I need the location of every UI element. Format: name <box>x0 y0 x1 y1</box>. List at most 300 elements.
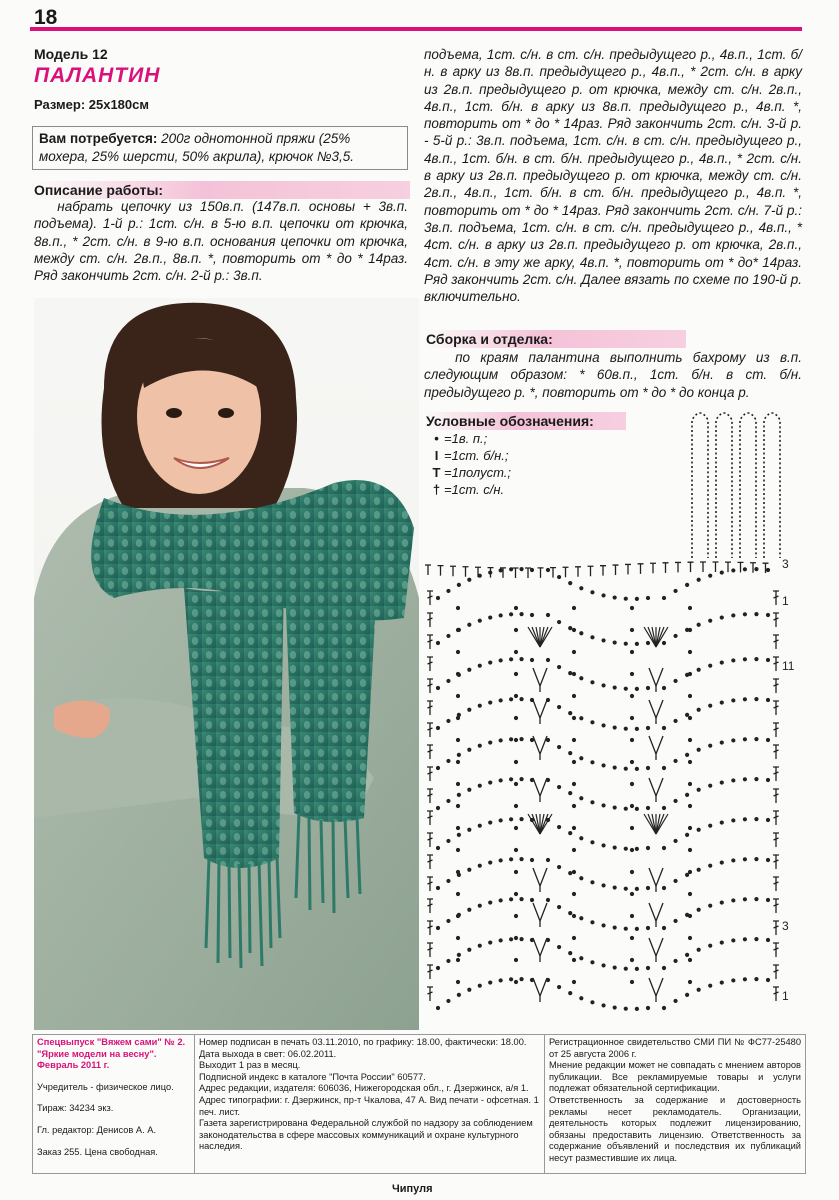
chain-dot <box>697 623 701 627</box>
chain-dot <box>630 848 634 852</box>
circulation: Тираж: 34234 экз. <box>37 1103 114 1114</box>
chain-dot <box>613 595 617 599</box>
chain-dot <box>708 574 712 578</box>
chain-dot <box>514 606 518 610</box>
chain-dot <box>457 793 461 797</box>
chain-dot <box>467 668 471 672</box>
chain-dot <box>630 826 634 830</box>
half-double-mark <box>438 566 444 576</box>
chain-dot <box>662 686 666 690</box>
chain-dot <box>630 672 634 676</box>
chain-dot <box>635 887 639 891</box>
chain-dot <box>457 873 461 877</box>
chain-dot <box>731 613 735 617</box>
row-label-bottom-1: 1 <box>782 989 789 1003</box>
chain-dot <box>509 697 513 701</box>
v-stitch-mark <box>649 978 663 996</box>
chain-dot <box>446 679 450 683</box>
assembly-heading: Сборка и отделка: <box>424 330 686 348</box>
chain-dot <box>754 817 758 821</box>
chain-dot <box>509 937 513 941</box>
chain-dot <box>514 782 518 786</box>
chain-dot <box>509 817 513 821</box>
chain-dot <box>613 640 617 644</box>
double-crochet-mark <box>773 965 779 979</box>
chain-dot <box>446 634 450 638</box>
footer-column-1 <box>33 1035 195 1173</box>
chain-dot <box>519 777 523 781</box>
chain-dot <box>731 778 735 782</box>
chain-dot <box>662 846 666 850</box>
chain-dot <box>579 956 583 960</box>
chain-dot <box>546 818 550 822</box>
double-crochet-mark <box>427 657 433 671</box>
chain-dot <box>456 606 460 610</box>
chain-dot <box>519 977 523 981</box>
v-stitch-mark <box>533 700 547 718</box>
chain-dot <box>509 977 513 981</box>
chain-dot <box>579 916 583 920</box>
chain-dot <box>436 846 440 850</box>
double-crochet-mark <box>773 877 779 891</box>
chain-dot <box>572 760 576 764</box>
chain-dot <box>467 748 471 752</box>
chain-dot <box>662 1006 666 1010</box>
chain-dot <box>646 686 650 690</box>
chain-dot <box>572 870 576 874</box>
chain-dot <box>590 720 594 724</box>
chain-dot <box>499 738 503 742</box>
chain-dot <box>514 694 518 698</box>
half-double-mark <box>700 562 706 572</box>
chain-dot <box>568 581 572 585</box>
chain-dot <box>685 793 689 797</box>
chain-dot <box>568 711 572 715</box>
double-crochet-mark <box>773 591 779 605</box>
v-stitch-mark <box>649 868 663 886</box>
double-crochet-mark <box>773 987 779 1001</box>
chain-dot <box>456 892 460 896</box>
chain-dot <box>646 726 650 730</box>
chain-dot <box>514 936 518 940</box>
chain-dot <box>688 826 692 830</box>
chain-dot <box>601 963 605 967</box>
legend-label: =1ст. б/н.; <box>444 448 509 463</box>
top-rule <box>30 27 802 31</box>
row-label-top-3: 3 <box>782 557 789 571</box>
chain-dot <box>624 642 628 646</box>
chain-dot <box>514 892 518 896</box>
chain-dot <box>731 858 735 862</box>
chain-dot <box>519 937 523 941</box>
double-crochet-mark <box>427 767 433 781</box>
chain-dot <box>572 738 576 742</box>
chain-dot <box>488 615 492 619</box>
chain-dot <box>720 900 724 904</box>
chain-dot <box>624 807 628 811</box>
chain-dot <box>499 568 503 572</box>
double-crochet-mark <box>427 987 433 1001</box>
chain-dot <box>530 738 534 742</box>
chain-dot <box>499 978 503 982</box>
chain-dot <box>557 705 561 709</box>
chain-dot <box>557 945 561 949</box>
chain-dot <box>624 687 628 691</box>
chain-dot <box>514 848 518 852</box>
chain-dot <box>646 641 650 645</box>
chain-dot <box>568 671 572 675</box>
chain-dot <box>630 628 634 632</box>
chain-dot <box>630 782 634 786</box>
chain-dot <box>630 606 634 610</box>
chain-dot <box>557 785 561 789</box>
chain-dot <box>557 825 561 829</box>
chain-dot <box>530 698 534 702</box>
chart-body <box>425 562 779 1011</box>
chain-dot <box>530 778 534 782</box>
chain-dot <box>519 697 523 701</box>
chain-dot <box>673 919 677 923</box>
chain-dot <box>685 873 689 877</box>
crochet-chart <box>420 408 805 1030</box>
half-double-mark <box>713 562 719 572</box>
chain-dot <box>488 740 492 744</box>
chain-dot <box>662 806 666 810</box>
chain-dot <box>568 871 572 875</box>
chain-dot <box>514 672 518 676</box>
chain-dot <box>446 959 450 963</box>
chain-dot <box>488 780 492 784</box>
chain-dot <box>519 857 523 861</box>
chain-dot <box>708 619 712 623</box>
legend-label: =1в. п.; <box>444 431 488 446</box>
chain-dot <box>688 936 692 940</box>
double-crochet-mark <box>427 899 433 913</box>
double-crochet-mark <box>773 635 779 649</box>
chain-dot <box>635 807 639 811</box>
double-crochet-mark <box>427 877 433 891</box>
chain-dot <box>601 638 605 642</box>
chain-dot <box>530 658 534 662</box>
chain-dot <box>456 958 460 962</box>
chain-dot <box>557 665 561 669</box>
chain-dot <box>572 716 576 720</box>
chain-dot <box>708 944 712 948</box>
chain-dot <box>568 831 572 835</box>
chain-dot <box>446 719 450 723</box>
half-double-mark <box>463 567 469 577</box>
chain-dot <box>436 886 440 890</box>
chain-dot <box>478 904 482 908</box>
chain-dot <box>456 650 460 654</box>
chain-dot <box>673 799 677 803</box>
chain-dot <box>509 657 513 661</box>
chain-dot <box>646 926 650 930</box>
chain-dot <box>514 958 518 962</box>
chain-dot <box>743 737 747 741</box>
chain-dot <box>590 960 594 964</box>
chain-dot <box>572 782 576 786</box>
chain-dot <box>446 589 450 593</box>
chain-dot <box>688 958 692 962</box>
v-stitch-mark <box>649 778 663 796</box>
chain-dot <box>708 744 712 748</box>
v-stitch-mark <box>533 868 547 886</box>
chain-dot <box>754 937 758 941</box>
chain-dot <box>662 641 666 645</box>
chain-dot <box>478 619 482 623</box>
chain-dot <box>579 796 583 800</box>
chain-dot <box>720 660 724 664</box>
half-double-mark <box>575 567 581 577</box>
chain-dot <box>456 760 460 764</box>
chain-dot <box>624 1007 628 1011</box>
chain-dot <box>646 766 650 770</box>
chain-dot <box>572 628 576 632</box>
chain-dot <box>488 860 492 864</box>
chain-dot <box>646 1006 650 1010</box>
row-label-bottom-3: 3 <box>782 919 789 933</box>
chain-dot <box>467 988 471 992</box>
chain-dot <box>720 780 724 784</box>
chain-dot <box>572 826 576 830</box>
chain-dot <box>514 826 518 830</box>
chain-dot <box>446 999 450 1003</box>
chain-dot <box>509 857 513 861</box>
chain-dot <box>754 897 758 901</box>
chain-dot <box>499 858 503 862</box>
chain-dot <box>731 818 735 822</box>
chain-dot <box>572 980 576 984</box>
chain-dot <box>720 820 724 824</box>
chain-dot <box>624 887 628 891</box>
frequency: Выходит 1 раз в месяц. <box>199 1060 301 1071</box>
chain-dot <box>601 923 605 927</box>
chain-dot <box>519 817 523 821</box>
double-crochet-mark <box>773 943 779 957</box>
chain-dot <box>509 737 513 741</box>
double-crochet-mark <box>427 789 433 803</box>
chain-dot <box>630 914 634 918</box>
chain-dot <box>499 898 503 902</box>
chain-dot <box>572 672 576 676</box>
half-double-mark <box>450 566 456 576</box>
half-double-mark <box>638 564 644 574</box>
chain-dot <box>688 980 692 984</box>
chain-dot <box>467 788 471 792</box>
chain-dot <box>613 845 617 849</box>
chain-dot <box>546 738 550 742</box>
chain-dot <box>697 948 701 952</box>
chain-dot <box>635 597 639 601</box>
double-crochet-mark <box>427 613 433 627</box>
chain-dot <box>630 892 634 896</box>
chain-dot <box>720 860 724 864</box>
half-double-mark <box>613 565 619 575</box>
chain-dot <box>743 977 747 981</box>
chain-dot <box>708 784 712 788</box>
chain-dot <box>467 623 471 627</box>
chain-dot <box>519 612 523 616</box>
chain-dot <box>708 864 712 868</box>
description-text-left <box>34 198 408 284</box>
chain-dot <box>488 940 492 944</box>
chain-dot <box>720 980 724 984</box>
chain-dot <box>514 716 518 720</box>
chain-dot <box>635 967 639 971</box>
chain-dot <box>731 568 735 572</box>
double-crochet-mark <box>773 789 779 803</box>
chain-dot <box>613 885 617 889</box>
chain-dot <box>635 767 639 771</box>
chain-dot <box>766 858 770 862</box>
chain-dot <box>624 727 628 731</box>
double-crochet-mark <box>427 811 433 825</box>
chain-dot <box>436 641 440 645</box>
chain-dot <box>457 753 461 757</box>
chain-dot <box>457 913 461 917</box>
chain-dot <box>546 858 550 862</box>
chain-dot <box>635 727 639 731</box>
ad-responsibility: Ответственность за содержание и достоверность рекламы несет рекламодатель. Организации, деятельность которых подлежит лицензированию, обязаны предоставить лицензию. Ответственность за содержание объявлений и последствия их публикаций несут разместившие их лица. <box>549 1094 801 1163</box>
legend-heading: Условные обозначения: <box>424 412 626 430</box>
chain-dot <box>478 984 482 988</box>
chain-dot <box>546 978 550 982</box>
chain-dot <box>685 673 689 677</box>
chain-dot <box>579 876 583 880</box>
chain-dot <box>530 818 534 822</box>
v-stitch-mark <box>649 938 663 956</box>
chain-dot <box>499 658 503 662</box>
chain-dot <box>546 613 550 617</box>
chain-dot <box>514 804 518 808</box>
double-crochet-mark <box>773 811 779 825</box>
chain-dot <box>568 911 572 915</box>
chain-dot <box>708 664 712 668</box>
half-double-mark <box>563 567 569 577</box>
chain-dot <box>685 953 689 957</box>
chain-dot <box>673 839 677 843</box>
chain-dot <box>685 628 689 632</box>
chain-dot <box>514 738 518 742</box>
chain-dot <box>446 799 450 803</box>
chain-dot <box>579 836 583 840</box>
double-crochet-mark <box>427 965 433 979</box>
double-crochet-mark <box>773 701 779 715</box>
chain-dot <box>590 1000 594 1004</box>
issue-title: Спецвыпуск "Вяжем сами" № 2. "Яркие модели на весну". Февраль 2011 г. <box>37 1037 186 1071</box>
chain-dot <box>514 870 518 874</box>
materials-text: 200г однотонной пряжи (25% мохера, 25% шерсти, 50% акрила), крючок №3,5. <box>39 131 355 164</box>
chain-dot <box>624 967 628 971</box>
row-label-top-1: 1 <box>782 594 789 608</box>
chain-dot <box>467 828 471 832</box>
chain-dot <box>590 635 594 639</box>
chain-dot <box>720 615 724 619</box>
chain-dot <box>743 897 747 901</box>
chain-dot <box>635 642 639 646</box>
page-title: ПАЛАНТИН <box>34 64 161 87</box>
v-stitch-mark <box>649 700 663 718</box>
chain-dot <box>557 620 561 624</box>
chain-dot <box>579 756 583 760</box>
legend-label: =1полуст.; <box>444 465 512 480</box>
chain-dot <box>613 765 617 769</box>
chain-dot <box>579 631 583 635</box>
chain-dot <box>436 766 440 770</box>
addresses: Адрес редакции, издателя: 606036, Нижегородская обл., г. Дзержинск, а/я 1. Адрес типографии: г. Дзержинск, пр-т Чкалова, 47 А. Вид печати - офсетная. 1 печ. лист. <box>199 1083 539 1117</box>
chain-dot <box>546 938 550 942</box>
chain-dot <box>456 848 460 852</box>
model-label: Модель 12 <box>34 46 108 62</box>
chain-dot <box>673 634 677 638</box>
chain-dot <box>754 857 758 861</box>
materials-box <box>32 126 408 170</box>
chain-dot <box>436 1006 440 1010</box>
chain-dot <box>546 568 550 572</box>
chain-dot <box>613 805 617 809</box>
chain-dot <box>731 898 735 902</box>
chain-dot <box>766 658 770 662</box>
chain-dot <box>630 716 634 720</box>
chain-dot <box>754 777 758 781</box>
chain-dot <box>766 568 770 572</box>
v-stitch-mark <box>533 736 547 754</box>
chain-dot <box>499 698 503 702</box>
chain-dot <box>630 958 634 962</box>
chain-dot <box>688 848 692 852</box>
chain-dot <box>708 704 712 708</box>
chain-dot <box>685 913 689 917</box>
chain-dot <box>436 966 440 970</box>
editor: Гл. редактор: Денисов А. А. <box>37 1124 157 1135</box>
chain-dot <box>662 596 666 600</box>
chain-dot <box>590 840 594 844</box>
chain-dot <box>754 737 758 741</box>
chain-dot <box>436 686 440 690</box>
chain-dot <box>646 806 650 810</box>
chain-dot <box>446 759 450 763</box>
chain-dot <box>697 908 701 912</box>
half-double-symbol-icon: T <box>432 465 441 480</box>
chain-dot <box>766 898 770 902</box>
chain-dot <box>720 570 724 574</box>
chain-dot <box>467 948 471 952</box>
chain-dot <box>635 847 639 851</box>
chain-dot <box>590 760 594 764</box>
single-crochet-symbol-icon: I <box>434 448 439 463</box>
chain-dot <box>590 880 594 884</box>
chain-dot <box>624 597 628 601</box>
chain-dot <box>467 578 471 582</box>
half-double-mark <box>425 565 431 575</box>
fringe-loops <box>692 413 780 558</box>
footer-column-2 <box>195 1035 545 1173</box>
chain-dot <box>766 698 770 702</box>
chain-dot <box>446 839 450 843</box>
chain-dot <box>635 1007 639 1011</box>
half-double-mark <box>625 564 631 574</box>
chain-dot <box>673 759 677 763</box>
chain-dot <box>446 879 450 883</box>
chain-dot <box>646 846 650 850</box>
chain-dot <box>685 753 689 757</box>
double-crochet-mark <box>427 591 433 605</box>
chain-dot <box>488 820 492 824</box>
double-crochet-mark <box>773 855 779 869</box>
double-crochet-mark <box>773 745 779 759</box>
chain-dot <box>530 858 534 862</box>
